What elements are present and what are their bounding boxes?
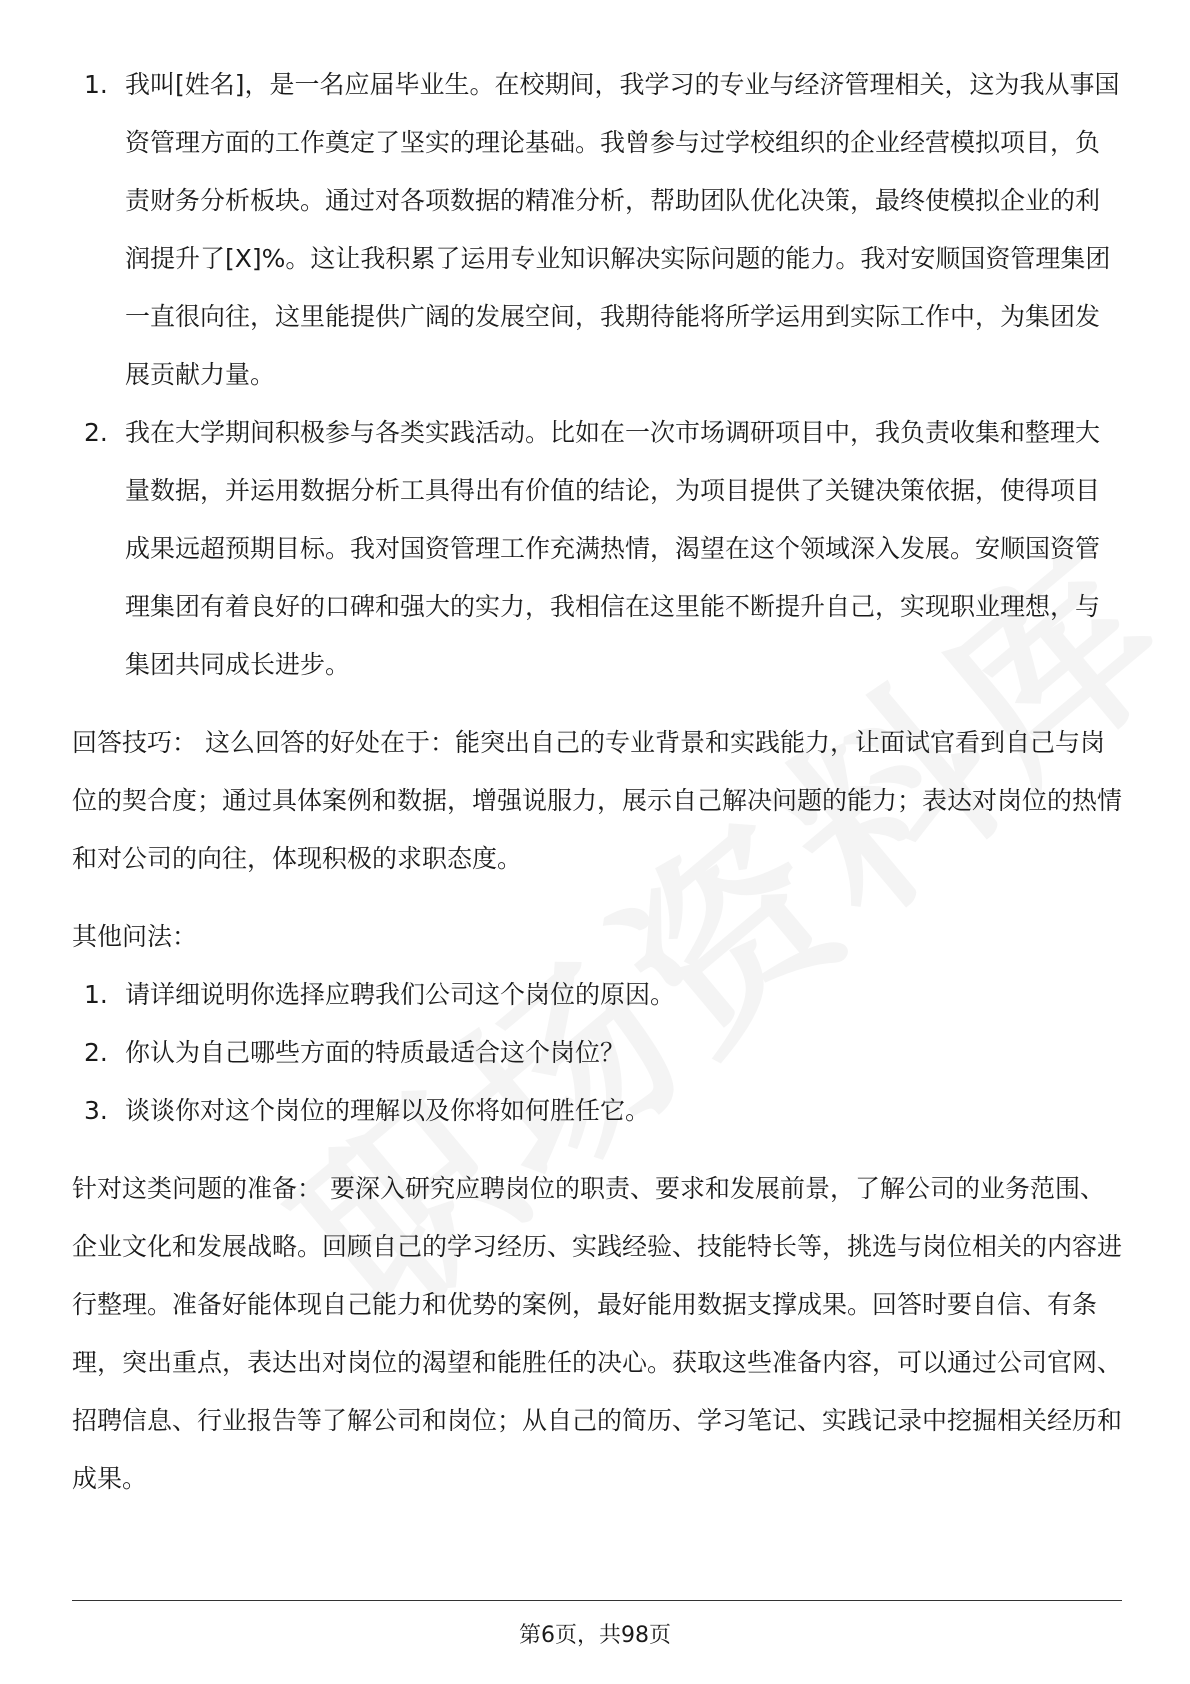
other-questions-list [72, 966, 1122, 1140]
list-number: 3. [84, 1096, 108, 1125]
preparation-paragraph: 针对这类问题的准备： 要深入研究应聘岗位的职责、要求和发展前景，了解公司的业务范围、企业文化和发展战略。回顾自己的学习经历、实践经验、技能特长等，挑选与岗位相关的内容进行整理。准备好能体现自己能力和优势的案例，最好能用数据支撑成果。回答时要自信、有条理，突出重点，表达出对岗位的渴望和能胜任的决心。获取这些准备内容，可以通过公司官网、招聘信息、行业报告等了解公司和岗位；从自己的简历、学习笔记、实践记录中挖掘相关经历和成果。 [72, 1174, 1123, 1493]
other-question-item [72, 1082, 1122, 1140]
page-content [72, 56, 1122, 1508]
answer-tips-paragraph: 回答技巧： 这么回答的好处在于：能突出自己的专业背景和实践能力，让面试官看到自己与岗位的契合度；通过具体案例和数据，增强说服力，展示自己解决问题的能力；表达对岗位的热情和对公司的向往，体现积极的求职态度。 [72, 728, 1123, 873]
other-question-text: 你认为自己哪些方面的特质最适合这个岗位？ [125, 1038, 626, 1067]
other-question-text: 谈谈你对这个岗位的理解以及你将如何胜任它。 [125, 1096, 651, 1125]
page-number: 第6页，共98页 [519, 1623, 671, 1648]
other-question-item [72, 1024, 1122, 1082]
answer-list [72, 56, 1122, 694]
answer-item [72, 404, 1122, 694]
list-number: 1. [84, 980, 108, 1009]
list-number: 1. [84, 70, 108, 99]
answer-text: 我在大学期间积极参与各类实践活动。比如在一次市场调研项目中，我负责收集和整理大量数据，并运用数据分析工具得出有价值的结论，为项目提供了关键决策依据，使得项目成果远超预期目标。我对国资管理工作充满热情，渴望在这个领域深入发展。安顺国资管理集团有着良好的口碑和强大的实力，我相信在这里能不断提升自己，实现职业理想，与集团共同成长进步。 [125, 418, 1101, 679]
answer-item [72, 56, 1122, 404]
other-question-text: 请详细说明你选择应聘我们公司这个岗位的原因。 [125, 980, 676, 1009]
other-question-item [72, 966, 1122, 1024]
list-number: 2. [84, 1038, 108, 1067]
answer-text: 我叫[姓名]，是一名应届毕业生。在校期间，我学习的专业与经济管理相关，这为我从事国资管理方面的工作奠定了坚实的理论基础。我曾参与过学校组织的企业经营模拟项目，负责财务分析板块。通过对各项数据的精准分析，帮助团队优化决策，最终使模拟企业的利润提升了[X]%。这让我积累了运用专业知识解决实际问题的能力。我对安顺国资管理集团一直很向往，这里能提供广阔的发展空间，我期待能将所学运用到实际工作中，为集团发展贡献力量。 [125, 70, 1120, 389]
footer-divider [72, 1600, 1122, 1601]
other-questions-heading: 其他问法： [72, 922, 198, 951]
list-number: 2. [84, 418, 108, 447]
